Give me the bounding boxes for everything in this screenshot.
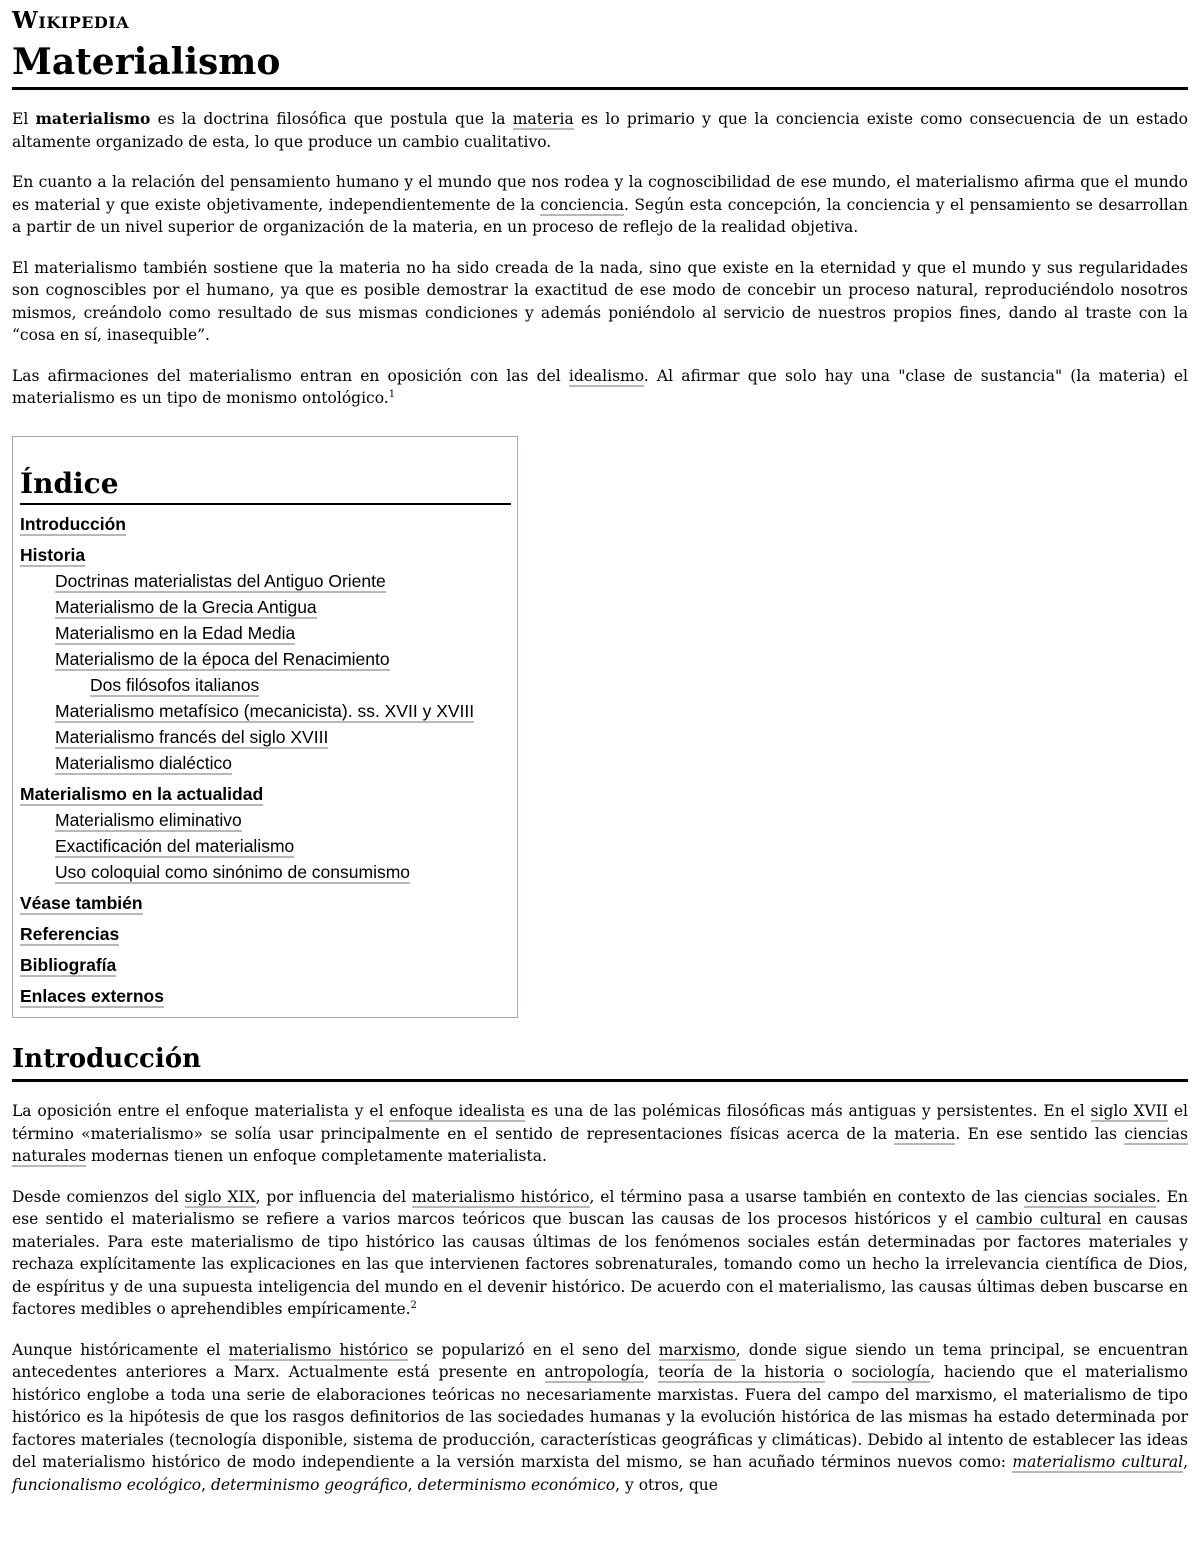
toc-item[interactable] <box>20 859 511 885</box>
toc-item[interactable] <box>20 750 511 776</box>
text-run: . Al afirmar que solo hay una "clase de sustancia" (la materia) el materialismo es un tipo de monismo ontológico. <box>12 366 1188 408</box>
table-of-contents <box>12 436 518 1018</box>
toc-item-label: Materialismo francés del siglo XVIII <box>55 726 329 747</box>
toc-item[interactable] <box>20 620 511 646</box>
text-run: modernas tienen un enfoque completamente materialista. <box>86 1147 547 1166</box>
reference-link[interactable]: 2 <box>410 1299 417 1311</box>
toc-item[interactable] <box>20 807 511 833</box>
inline-link[interactable]: siglo XVII <box>1090 1102 1168 1121</box>
paragraph <box>12 1339 1188 1497</box>
text-run: o <box>824 1363 852 1382</box>
text-run: se popularizó en el seno del <box>408 1340 659 1359</box>
toc-item[interactable] <box>20 983 511 1009</box>
text-run: es la doctrina filosófica que postula que la <box>150 110 513 129</box>
toc-item-label: Materialismo en la actualidad <box>20 783 264 804</box>
text-run: , <box>201 1475 211 1494</box>
inline-link[interactable]: enfoque idealista <box>389 1102 526 1121</box>
text-run: , <box>644 1363 659 1382</box>
toc-item[interactable] <box>20 568 511 594</box>
text-run: es una de las polémicas filosóficas más antiguas y persistentes. En el <box>525 1102 1091 1121</box>
toc-title: Índice <box>20 467 511 505</box>
toc-item-label: Doctrinas materialistas del Antiguo Oriente <box>55 570 386 591</box>
text-run: , donde sigue siendo un tema principal, se encuentran antecedentes anteriores a Marx. Actualmente está presente en <box>12 1340 1189 1382</box>
paragraph <box>12 1186 1188 1321</box>
toc-item[interactable] <box>20 890 511 916</box>
toc-item[interactable] <box>20 921 511 947</box>
text-run: determinismo económico <box>417 1475 616 1494</box>
text-run: En cuanto a la relación del pensamiento humano y el mundo que nos rodea y la cognoscibilidad de ese mundo, el materialismo afirma que el mundo es material y que existe objetivamente, independientemente de la <box>12 173 1188 214</box>
inline-link[interactable]: materialismo cultural <box>1012 1453 1184 1472</box>
inline-link[interactable]: materia <box>894 1124 956 1143</box>
text-run: El <box>12 110 36 129</box>
toc-item-label: Materialismo metafísico (mecanicista). ss. XVII y XVIII <box>55 700 475 721</box>
wikipedia-logo[interactable]: Wikipedia <box>12 7 130 34</box>
text-run: en causas materiales. Para este materialismo de tipo histórico las causas últimas de los fenómenos sociales están determinadas por factores materiales y rechaza explícitamente las explicaciones en las que intervienen factores sobrenaturales, tomando como un hecho la irrelevancia científica de Dios, de espíritus y de una supuesta inteligencia del mundo en el devenir histórico. De acuerdo con el materialismo, las causas últimas deben buscarse en factores medibles o aprehendibles empíricamente. <box>12 1210 1188 1319</box>
text-run: Desde comienzos del <box>12 1187 185 1206</box>
toc-item-label: Historia <box>20 544 86 565</box>
inline-link[interactable]: ciencias naturales <box>12 1124 1188 1166</box>
text-run: es lo primario y que la conciencia existe como consecuencia de un estado altamente organizado de esta, lo que produce un cambio cualitativo. <box>12 110 1188 151</box>
text-run: , haciendo que el materialismo histórico englobe a toda una serie de elaboraciones teóricas no necesariamente marxistas. Fuera del campo del marxismo, el materialismo de tipo histórico es la hipótesis de que los rasgos definitorios de las sociedades humanas y la evolución histórica de las mismas ha estado determinada por factores materiales (tecnología disponible, sistema de producción, características geográficas y climáticas). Debido al intento de establecer las ideas del materialismo histórico de modo independiente a la versión marxista del mismo, se han acuñado términos nuevos como: <box>12 1363 1188 1472</box>
toc-item[interactable] <box>20 781 511 807</box>
text-run: , <box>407 1475 418 1494</box>
text-run: , el término pasa a usarse también en contexto de las <box>589 1187 1025 1206</box>
inline-link[interactable]: materialismo histórico <box>411 1187 590 1206</box>
toc-item[interactable] <box>20 542 511 568</box>
toc-list <box>20 511 511 1009</box>
article-intro <box>12 108 1188 410</box>
paragraph <box>12 1100 1188 1168</box>
toc-item[interactable] <box>20 646 511 672</box>
toc-item[interactable] <box>20 594 511 620</box>
text-run: . Según esta concepción, la conciencia y el pensamiento se desarrollan a partir de un nivel superior de organización de la materia, en un proceso de reflejo de la realidad objetiva. <box>12 195 1188 237</box>
toc-item-label: Uso coloquial como sinónimo de consumismo <box>55 861 411 882</box>
inline-link[interactable]: antropología <box>544 1363 645 1382</box>
toc-item[interactable] <box>20 952 511 978</box>
text-run: , por influencia del <box>255 1187 412 1206</box>
section-introduccion-body <box>12 1100 1188 1496</box>
inline-link[interactable]: materialismo histórico <box>228 1340 409 1359</box>
toc-item[interactable] <box>20 698 511 724</box>
toc-item[interactable] <box>20 833 511 859</box>
page-title: Materialismo <box>12 42 1188 90</box>
inline-link[interactable]: marxismo <box>658 1340 736 1359</box>
toc-item[interactable] <box>20 724 511 750</box>
toc-item[interactable] <box>20 511 511 537</box>
inline-link[interactable]: materia <box>512 110 574 129</box>
toc-item-label: Materialismo de la época del Renacimiento <box>55 648 390 669</box>
toc-item-label: Materialismo eliminativo <box>55 809 242 830</box>
toc-item-label: Exactificación del materialismo <box>55 835 295 856</box>
inline-link[interactable]: teoría de la historia <box>658 1363 825 1382</box>
paragraph <box>12 108 1188 153</box>
text-run: el término «materialismo» se solía usar principalmente en el sentido de representaciones físicas acerca de la <box>12 1102 1188 1143</box>
paragraph <box>12 171 1188 239</box>
text-run: El materialismo también sostiene que la materia no ha sido creada de la nada, sino que existe en la eternidad y que el mundo y sus regularidades son cognoscibles por el humano, ya que es posible demostrar la exactitud de ese modo de concebir un proceso natural, reproduciéndolo nosotros mismos, creándolo como resultado de sus mismas condiciones y además poniéndolo al servicio de nuestros propios fines, dando al traste con la “cosa en sí, inasequible”. <box>12 258 1188 345</box>
toc-item-label: Dos filósofos italianos <box>90 674 260 695</box>
reference-link[interactable]: 1 <box>388 389 396 401</box>
section-heading-introduccion: Introducción <box>12 1044 1188 1082</box>
toc-item-label: Referencias <box>20 923 120 944</box>
inline-link[interactable]: cambio cultural <box>975 1210 1102 1229</box>
toc-item-label: Materialismo en la Edad Media <box>55 622 296 643</box>
toc-item-label: Materialismo de la Grecia Antigua <box>55 596 317 617</box>
toc-item-label: Materialismo dialéctico <box>55 752 233 773</box>
text-run: Aunque históricamente el <box>12 1340 229 1359</box>
text-run: funcionalismo ecológico <box>12 1475 202 1494</box>
paragraph <box>12 257 1188 347</box>
text-run: . En ese sentido el materialismo se refiere a varios marcos teóricos que buscan las causas de los procesos históricos y el <box>12 1187 1188 1229</box>
text-run: , <box>1183 1453 1188 1472</box>
toc-item-label: Véase también <box>20 892 143 913</box>
text-run: . En ese sentido las <box>955 1124 1125 1143</box>
text-run: La oposición entre el enfoque materialista y el <box>12 1102 390 1121</box>
inline-link[interactable]: sociología <box>851 1363 931 1382</box>
text-run: Las afirmaciones del materialismo entran en oposición con las del <box>12 366 569 385</box>
text-run: , y otros, que <box>615 1475 718 1494</box>
toc-item-label: Bibliografía <box>20 954 117 975</box>
text-run: determinismo geográfico <box>210 1475 408 1494</box>
paragraph <box>12 365 1188 410</box>
toc-item[interactable] <box>20 672 511 698</box>
inline-link[interactable]: ciencias sociales <box>1024 1187 1156 1206</box>
bold-text: materialismo <box>35 109 151 129</box>
inline-link[interactable]: conciencia <box>540 195 624 214</box>
inline-link[interactable]: siglo XIX <box>184 1187 256 1206</box>
toc-item-label: Enlaces externos <box>20 985 164 1006</box>
toc-item-label: Introducción <box>20 513 126 534</box>
inline-link[interactable]: idealismo <box>568 366 644 385</box>
